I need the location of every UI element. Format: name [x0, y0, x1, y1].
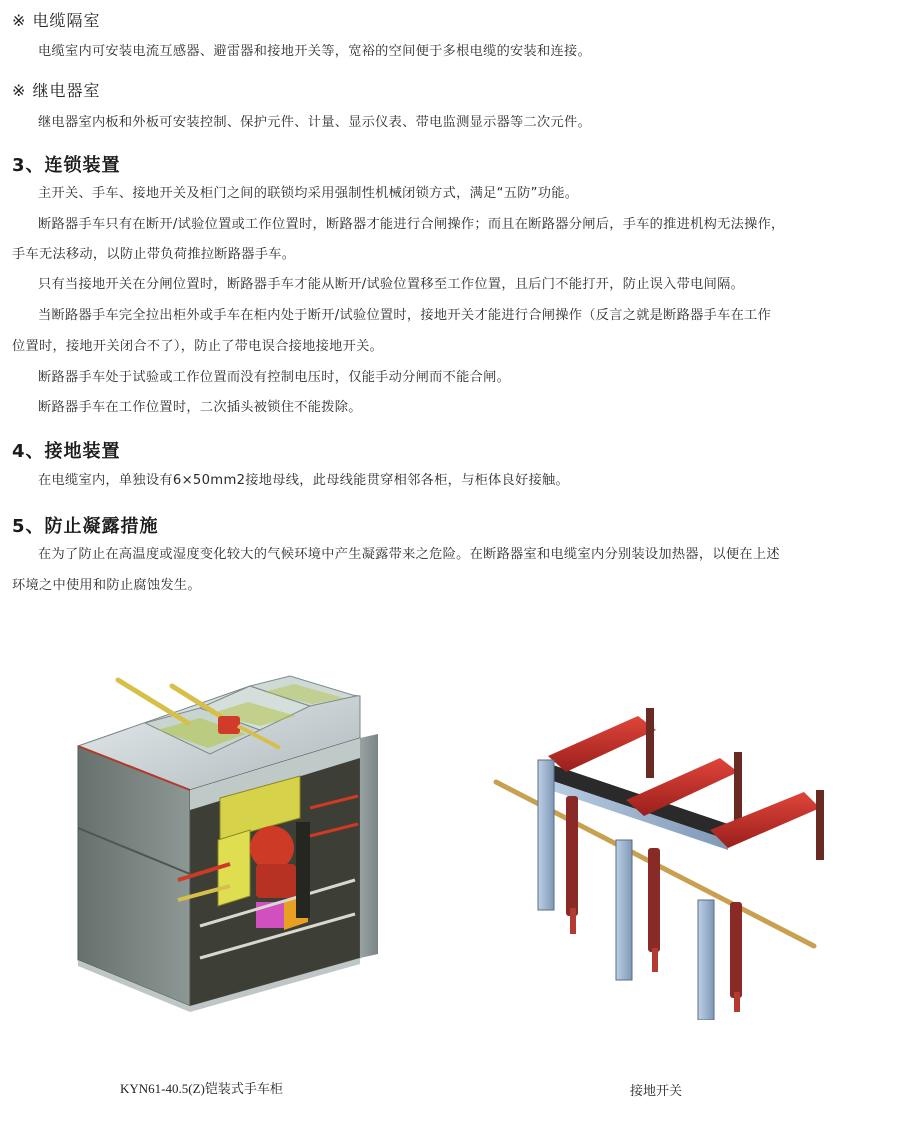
interlock-heading: 3、连锁装置: [12, 155, 121, 176]
condensation-text-b: 环境之中使用和防止腐蚀发生。: [12, 578, 201, 593]
earthing-switch-image: [488, 700, 828, 1020]
condensation-heading: 5、防止凝露措施: [12, 516, 159, 537]
interlock-text-3: 只有当接地开关在分闸位置时，断路器手车才能从断开/试验位置移至工作位置，且后门不能打开，防止误入带电间隔。: [38, 277, 745, 292]
interlock-text-1: 主开关、手车、接地开关及柜门之间的联锁均采用强制性机械闭锁方式，满足“五防”功能。: [38, 186, 579, 201]
cable-room-text: 电缆室内可安装电流互感器、避雷器和接地开关等，宽裕的空间便于多根电缆的安装和连接。: [38, 44, 591, 59]
relay-room-heading: ※ 继电器室: [12, 81, 101, 100]
interlock-text-2a: 断路器手车只有在断开/试验位置或工作位置时，断路器才能进行合闸操作；而且在断路器分闸后，手车的推进机构无法操作，: [38, 217, 785, 232]
cabinet-caption: KYN61-40.5(Z)铠装式手车柜: [120, 1081, 283, 1096]
interlock-text-6: 断路器手车在工作位置时，二次插头被锁住不能拨除。: [38, 400, 362, 415]
earthing-switch-caption: 接地开关: [630, 1084, 683, 1099]
interlock-text-5: 断路器手车处于试验或工作位置而没有控制电压时，仅能手动分闸而不能合闸。: [38, 370, 511, 385]
grounding-text: 在电缆室内，单独设有6×50mm2接地母线，此母线能贯穿相邻各柜，与柜体良好接触。: [38, 473, 569, 488]
relay-room-text: 继电器室内板和外板可安装控制、保护元件、计量、显示仪表、带电监测显示器等二次元件。: [38, 115, 591, 130]
switchgear-cabinet-image: [60, 668, 400, 1018]
interlock-text-4a: 当断路器手车完全拉出柜外或手车在柜内处于断开/试验位置时，接地开关才能进行合闸操作（反言之就是断路器手车在工作: [38, 308, 772, 323]
interlock-text-4b: 位置时，接地开关闭合不了），防止了带电误合接地接地开关。: [12, 339, 384, 354]
grounding-heading: 4、接地装置: [12, 441, 121, 462]
cable-room-heading: ※ 电缆隔室: [12, 11, 101, 30]
condensation-text-a: 在为了防止在高温度或湿度变化较大的气候环境中产生凝露带来之危险。在断路器室和电缆室内分别装设加热器，以便在上述: [38, 547, 780, 562]
interlock-text-2b: 手车无法移动，以防止带负荷推拉断路器手车。: [12, 247, 296, 262]
